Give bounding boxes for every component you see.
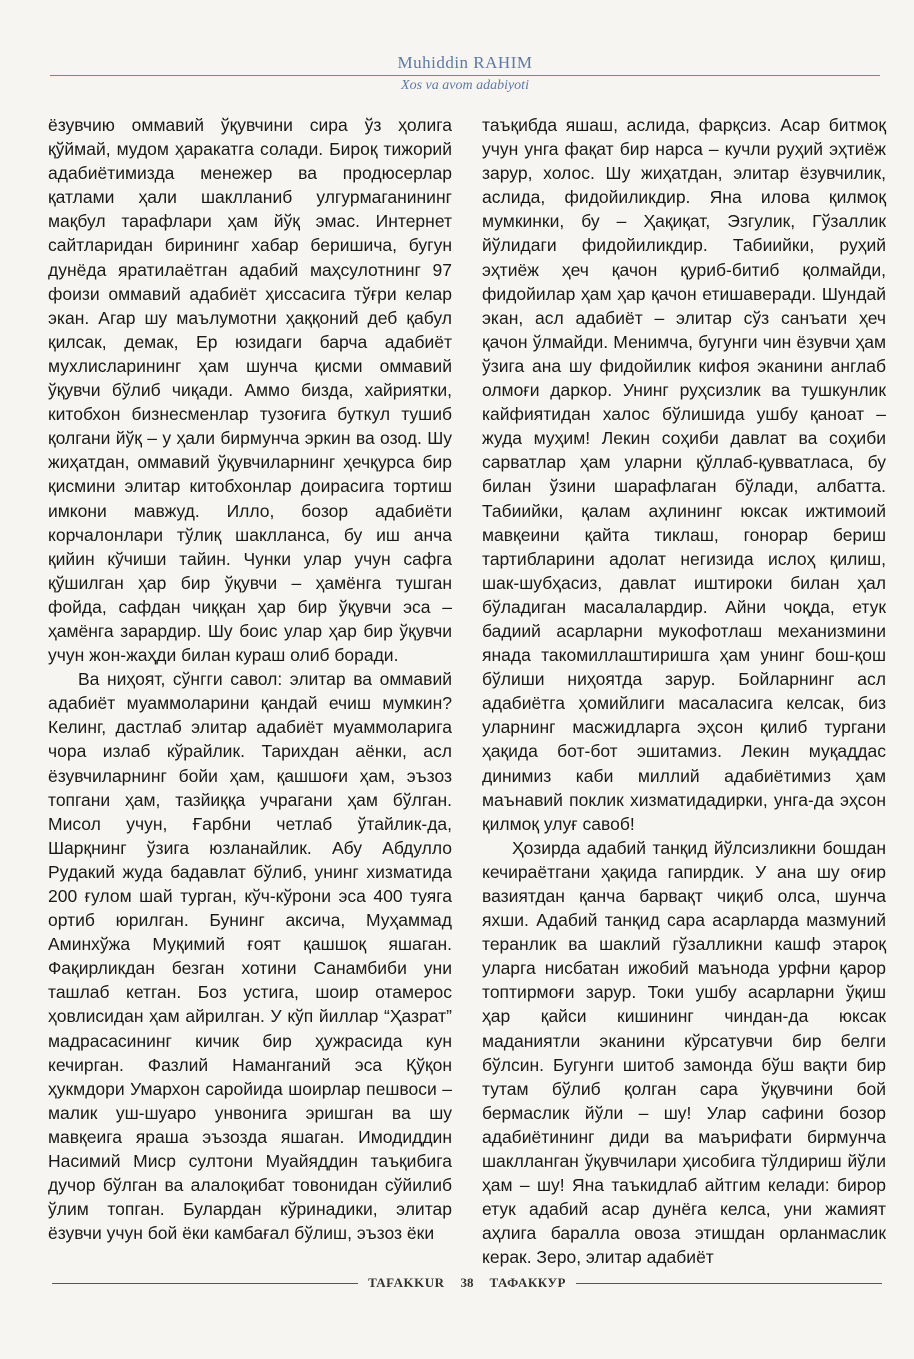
header-author: Muhiddin RAHIM bbox=[397, 53, 533, 72]
page-number: 38 bbox=[460, 1275, 474, 1290]
left-column bbox=[48, 113, 452, 1270]
paragraph: Ва ниҳоят, сўнгги савол: элитар ва оммавий адабиёт муаммоларини қандай ечиш мумкин? Келинг, дастлаб элитар адабиёт муаммоларига чора излаб кўрайлик. Тарихдан аёнки, асл ёзувчиларнинг бойи ҳам, қашшоғи ҳам, эъзоз топгани ҳам, тазйиққа учрагани ҳам бўлган. Мисол учун, Ғарбни четлаб ўтайлик-да, Шарқнинг ўзига юзланайлик. Абу Абдулло Рудакий жуда бадавлат бўлиб, унинг хизматида 200 ғулом шай турган, кўч-кўрони эса 400 туяга ортиб юрилган. Бунинг аксича, Муҳаммад Аминхўжа Муқимий ғоят қашшоқ яшаган. Фақирликдан безган хотини Санамбиби уни ташлаб кетган. Боз устига, шоир отамерос ҳовлисидан ҳам айрилган. У кўп йиллар “Ҳазрат” мадрасасининг кичик бир ҳужрасида кун кечирган. Фазлий Наманганий эса Қўқон ҳукмдори Умархон саройида шоирлар пешвоси – малик уш-шуаро унвонига эришган ва шу мавқеига яраша эъзозда яшаган. Имодиддин Насимий Миср султони Муайяддин таъқибига дучор бўлган ва алалоқибат товонидан сўйилиб ўлим топган. Булардан кўринадики, элитар ёзувчи учун бой ёки камбағал бўлиш, эъзоз ёки bbox=[48, 669, 452, 1244]
article-body bbox=[48, 113, 886, 1270]
footer-magazine-cyrillic: ТАФАККУР bbox=[489, 1275, 566, 1290]
running-footer bbox=[52, 1275, 882, 1291]
footer-rule-left bbox=[52, 1283, 358, 1284]
right-column bbox=[482, 113, 886, 1270]
paragraph: ёзувчию оммавий ўқувчини сира ўз ҳолига қўймай, мудом ҳаракатга солади. Бироқ тижорий адабиётимизда менежер ва продюсерлар қатлами ҳали шаклланиб улгурмаганининг мақбул тарафлари ҳам йўқ эмас. Интернет сайтларидан бирининг хабар беришича, бугун дунёда яратилаётган адабий маҳсулотнинг 97 фоизи оммавий адабиёт ҳиссасига тўғри келар экан. Агар шу маълумотни ҳаққоний деб қабул қилсак, демак, Ер юзидаги барча адабиёт мухлисларининг ҳам шунча қисми оммавий ўқувчи бўлиб чиқади. Аммо бизда, хайриятки, китобхон бизнесменлар тузоғига буткул тушиб қолгани йўқ – у ҳали бирмунча эркин ва озод. Шу жиҳатдан, оммавий ўқувчиларнинг ҳечқурса бир қисмини элитар китобхонлар доирасига тортиш имкони мавжуд. Илло, бозор адабиёти корчалонлари тўлиқ шаклланса, бу иш анча қийин кўчиши тайин. Чунки улар учун сафга қўшилган ҳар бир ўқувчи – ҳамёнга тушган фойда, сафдан чиққан ҳар бир ўқувчи эса – ҳамёнга зарардир. Шу боис улар ҳар бир ўқувчи учун жон-жаҳди билан кураш олиб боради. bbox=[48, 115, 452, 666]
footer-magazine-latin: TAFAKKUR bbox=[368, 1275, 445, 1290]
running-header bbox=[50, 52, 880, 94]
header-divider bbox=[50, 75, 880, 76]
paragraph: Ҳозирда адабий танқид йўлсизликни бошдан кечираётгани ҳақида гапирдик. У ана шу оғир вазиятдан қанча барвақт чиқиб олса, шунча яхши. Адабий танқид сара асарларда мазмуний теранлик ва шаклий гўзалликни кашф этароқ уларга нисбатан ижобий маънода урфни қарор топтирмоғи зарур. Токи ушбу асарларни ўқиш ҳар қайси кишининг чиндан-да юксак маданиятли эканини кўрсатувчи бир белги бўлсин. Бугунги шитоб замонда бўш вақти бир тутам бўлиб қолган сара ўқувчини бой бермаслик йўли – шу! Улар сафини бозор адабиётининг диди ва маърифати бирмунча шаклланган ўқувчилари ҳисобига тўлдириш йўли ҳам – шу! Яна таъкидлаб айтгим келади: бирор етук адабий асар дунёга келса, уни жамият аҳлига баралла овоза этишдан орланмаслик керак. Зеро, элитар адабиёт bbox=[482, 837, 886, 1268]
footer-rule-right bbox=[576, 1283, 882, 1284]
header-work-title: Xos va avom adabiyoti bbox=[401, 78, 529, 93]
paragraph: таъқибда яшаш, аслида, фарқсиз. Асар битмоқ учун унга фақат бир нарса – кучли руҳий эҳтиёж зарур, холос. Шу жиҳатдан, элитар ёзувчилик, аслида, фидойиликдир. Яна илова қилмоқ мумкинки, бу – Ҳақиқат, Эзгулик, Гўзаллик йўлидаги фидойиликдир. Табиийки, руҳий эҳтиёж ҳеч қачон қуриб-битиб қолмайди, фидойилар ҳам ҳар қачон етишаверади. Шундай экан, асл адабиёт – элитар сўз санъати ҳеч қачон ўлмайди. Менимча, бугунги чин ёзувчи ҳам ўзига ана шу фидойилик кифоя эканини англаб олмоғи даркор. Унинг руҳсизлик ва тушкунлик кайфиятидан халос бўлишида ушбу қаноат – жуда муҳим! Лекин соҳиби давлат ва соҳиби сарватлар ҳам уларни қўллаб-қувватласа, бу билан ўзини шарафлаган бўлади, албатта. Табиийки, қалам аҳлининг юксак ижтимоий мавқеини қайта тиклаш, гонорар бериш тартибларини адолат негизида ислоҳ қилиш, шак-шубҳасиз, давлат иштироки билан ҳал бўладиган масалалардир. Айни чоқда, етук бадиий асарларни мукофотлаш механизмини янада такомиллаштиришга ҳам унинг бош-қош бўлиши ниҳоятда зарур. Бойларнинг асл адабиётга ҳомийлиги масаласига келсак, биз уларнинг масжидларга эҳсон қилиб тургани ҳақида бот-бот эшитамиз. Лекин муқаддас динимиз каби миллий адабиётимиз ҳам маънавий поклик хизматидадирки, унга-да эҳсон қилмоқ улуғ савоб! bbox=[482, 115, 886, 834]
